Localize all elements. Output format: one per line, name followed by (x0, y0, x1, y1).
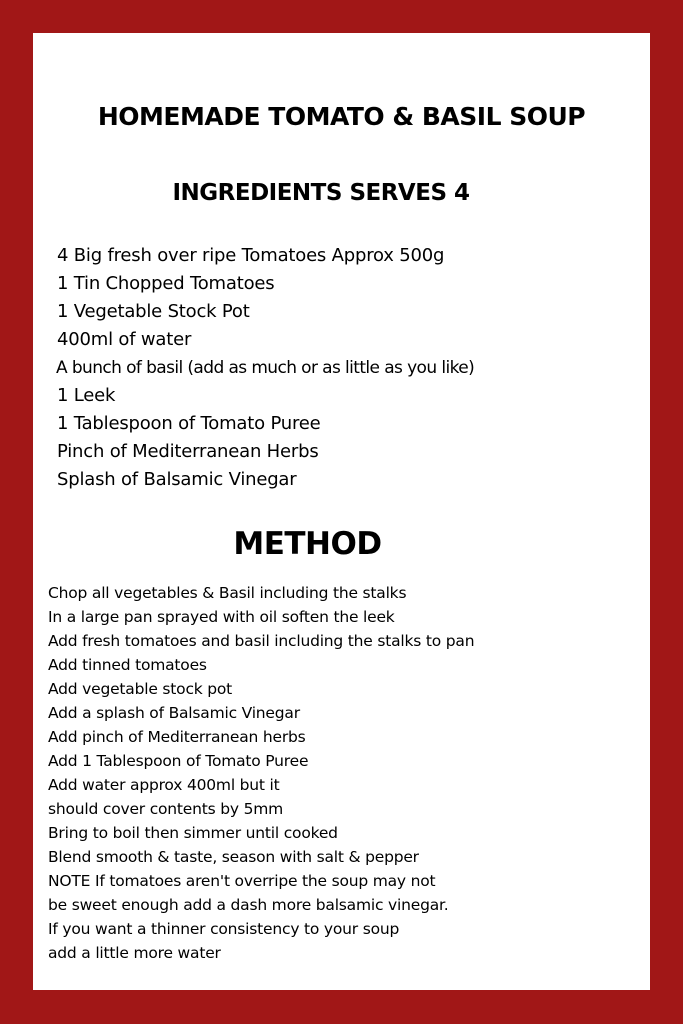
ingredient-item: Pinch of Mediterranean Herbs (57, 441, 319, 462)
ingredient-item: 400ml of water (57, 329, 192, 350)
method-step: be sweet enough add a dash more balsamic vinegar. (48, 896, 449, 914)
method-step: If you want a thinner consistency to your soup (48, 920, 400, 938)
method-step: Add water approx 400ml but it (48, 776, 280, 794)
recipe-title: HOMEMADE TOMATO & BASIL SOUP (97, 102, 586, 131)
method-step: Bring to boil then simmer until cooked (48, 824, 338, 842)
method-step: Add vegetable stock pot (48, 680, 233, 698)
ingredient-item: 1 Leek (57, 385, 116, 406)
method-step: Blend smooth & taste, season with salt & pepper (48, 848, 419, 866)
method-step: Add 1 Tablespoon of Tomato Puree (48, 752, 309, 770)
ingredient-item: 1 Tin Chopped Tomatoes (57, 273, 275, 294)
ingredient-item: 1 Vegetable Stock Pot (57, 301, 250, 322)
method-step: add a little more water (48, 944, 221, 962)
method-step: In a large pan sprayed with oil soften the leek (48, 608, 395, 626)
recipe-card (33, 33, 650, 990)
ingredient-item: Splash of Balsamic Vinegar (57, 469, 297, 490)
ingredient-item: 1 Tablespoon of Tomato Puree (57, 413, 321, 434)
ingredient-item: 4 Big fresh over ripe Tomatoes Approx 500g (57, 245, 445, 266)
method-step: NOTE If tomatoes aren't overripe the soup may not (48, 872, 436, 890)
ingredients-heading: INGREDIENTS SERVES 4 (172, 180, 470, 206)
method-step: Add tinned tomatoes (48, 656, 207, 674)
ingredients-list (57, 242, 474, 494)
method-step: Add a splash of Balsamic Vinegar (48, 704, 300, 722)
ingredient-item: A bunch of basil (add as much or as little as you like) (56, 358, 475, 378)
method-list (48, 581, 474, 965)
method-step: should cover contents by 5mm (48, 800, 284, 818)
method-heading: METHOD (233, 526, 382, 562)
method-step: Chop all vegetables & Basil including the stalks (48, 584, 407, 602)
method-step: Add pinch of Mediterranean herbs (48, 728, 306, 746)
method-step: Add fresh tomatoes and basil including the stalks to pan (48, 632, 475, 650)
